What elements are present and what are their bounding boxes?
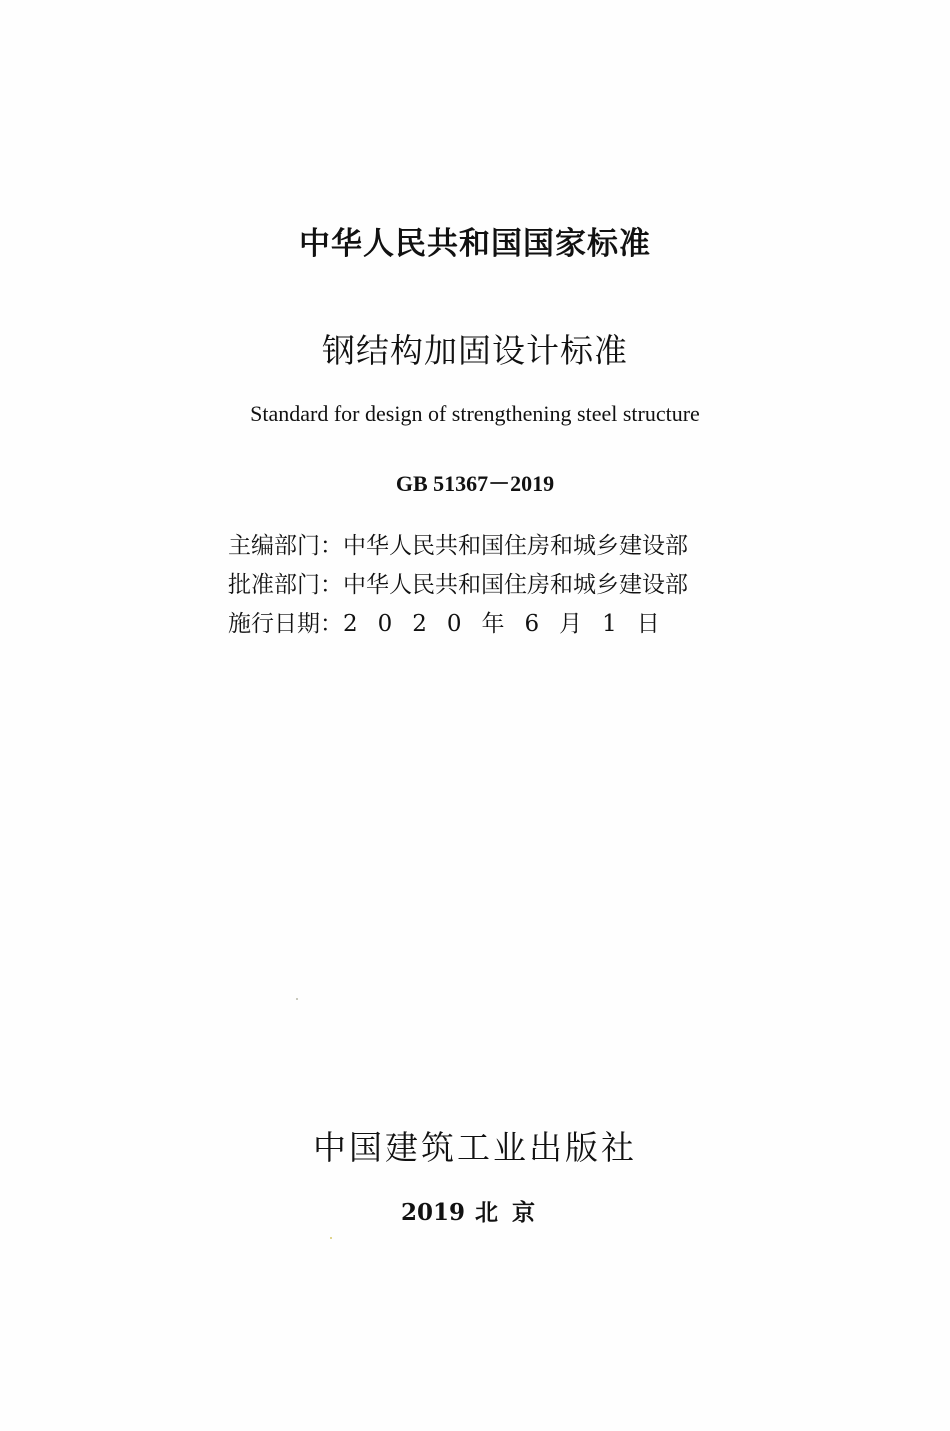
publication-year-city	[0, 1194, 950, 1227]
effective-date-value: 2020年6月1日	[343, 611, 680, 637]
publication-year: 2019	[400, 1199, 465, 1226]
standard-title-chinese: 钢结构加固设计标准	[322, 331, 628, 370]
chief-department-label: 主编部门：	[228, 533, 343, 559]
publication-city: 北京	[475, 1199, 549, 1226]
publisher-name: 中国建筑工业出版社	[313, 1128, 637, 1167]
approval-department-label: 批准部门：	[228, 572, 343, 598]
chief-department-value: 中华人民共和国住房和城乡建设部	[343, 533, 688, 559]
approval-department-row	[228, 566, 748, 599]
approval-department-value: 中华人民共和国住房和城乡建设部	[343, 572, 688, 598]
effective-date-label: 施行日期：	[228, 611, 343, 637]
paper-speck	[296, 998, 298, 1000]
standard-code: GB 51367－2019	[395, 471, 555, 496]
national-standard-heading: 中华人民共和国国家标准	[299, 226, 651, 262]
standard-title-english: Standard for design of strengthening steel structure	[250, 401, 700, 426]
chief-department-row	[228, 527, 748, 560]
effective-date-row	[228, 605, 748, 638]
paper-speck	[330, 1237, 332, 1239]
